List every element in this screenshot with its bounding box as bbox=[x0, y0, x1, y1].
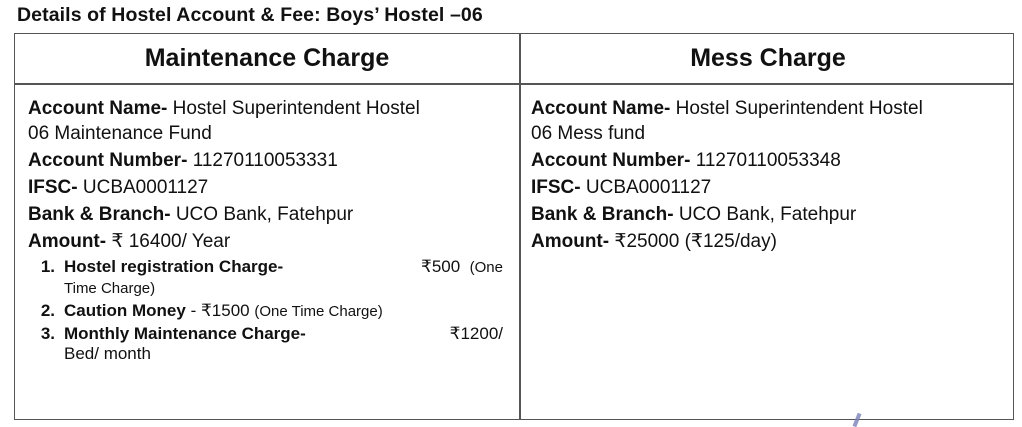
maintenance-details bbox=[28, 96, 516, 366]
account-name-value: Hostel Superintendent Hostel bbox=[172, 98, 420, 119]
list-item bbox=[28, 301, 503, 322]
caution-money-value: - ₹1500 bbox=[190, 301, 250, 320]
account-number-label: Account Number- bbox=[28, 150, 188, 171]
account-name-value: Hostel Superintendent Hostel bbox=[675, 98, 923, 119]
list-item bbox=[28, 257, 503, 299]
maintenance-ifsc bbox=[28, 175, 516, 200]
mess-account-number bbox=[531, 148, 1011, 173]
monthly-maintenance-value-cont: Bed/ month bbox=[64, 344, 151, 363]
amount-value: ₹25000 (₹125/day) bbox=[614, 231, 777, 252]
mess-bank bbox=[531, 202, 1011, 227]
mess-details bbox=[531, 96, 1011, 254]
amount-label: Amount- bbox=[28, 231, 107, 252]
maintenance-amount bbox=[28, 229, 516, 254]
list-item-number: 2. bbox=[40, 301, 55, 320]
bank-label: Bank & Branch- bbox=[531, 204, 674, 225]
account-number-value: 11270110053348 bbox=[695, 150, 841, 171]
maintenance-bank bbox=[28, 202, 516, 227]
registration-charge-note-cont: Time Charge) bbox=[64, 280, 156, 297]
list-item bbox=[28, 324, 503, 364]
ifsc-value: UCBA0001127 bbox=[585, 177, 712, 198]
account-name-label: Account Name- bbox=[531, 98, 671, 119]
registration-charge-label: Hostel registration Charge- bbox=[64, 257, 284, 276]
list-item-body bbox=[64, 324, 503, 364]
caution-money-label: Caution Money bbox=[64, 301, 186, 320]
account-name-label: Account Name- bbox=[28, 98, 168, 119]
ifsc-label: IFSC- bbox=[531, 177, 581, 198]
account-number-value: 11270110053331 bbox=[192, 150, 338, 171]
amount-value: ₹ 16400/ Year bbox=[111, 231, 231, 252]
registration-charge-note: (One bbox=[469, 259, 503, 276]
maintenance-account-name-cont: 06 Maintenance Fund bbox=[28, 123, 212, 144]
mess-account-name bbox=[531, 96, 1011, 121]
maintenance-account-number bbox=[28, 148, 516, 173]
registration-charge-value: ₹500 bbox=[421, 257, 461, 276]
bank-value: UCO Bank, Fatehpur bbox=[678, 204, 857, 225]
header-divider bbox=[15, 83, 1013, 85]
mess-column-header: Mess Charge bbox=[690, 44, 846, 72]
bank-label: Bank & Branch- bbox=[28, 204, 171, 225]
charge-breakdown-list bbox=[28, 257, 503, 364]
list-item-number: 3. bbox=[40, 324, 55, 343]
fee-table bbox=[14, 33, 1014, 420]
maintenance-column-header: Maintenance Charge bbox=[144, 44, 390, 72]
monthly-maintenance-label: Monthly Maintenance Charge- bbox=[64, 324, 306, 343]
mess-amount bbox=[531, 229, 1011, 254]
column-divider bbox=[519, 34, 521, 419]
amount-label: Amount- bbox=[531, 231, 610, 252]
list-item-number: 1. bbox=[40, 257, 55, 276]
maintenance-account-name bbox=[28, 96, 516, 121]
caution-money-note: (One Time Charge) bbox=[254, 303, 383, 320]
bank-value: UCO Bank, Fatehpur bbox=[175, 204, 354, 225]
page-title: Details of Hostel Account & Fee: Boys’ Hostel –06 bbox=[17, 4, 483, 26]
mess-ifsc bbox=[531, 175, 1011, 200]
mess-account-name-cont: 06 Mess fund bbox=[531, 123, 646, 144]
ifsc-label: IFSC- bbox=[28, 177, 78, 198]
ifsc-value: UCBA0001127 bbox=[82, 177, 209, 198]
monthly-maintenance-value: ₹1200/ bbox=[449, 324, 503, 343]
account-number-label: Account Number- bbox=[531, 150, 691, 171]
list-item-body bbox=[64, 301, 503, 322]
list-item-body bbox=[64, 257, 503, 299]
